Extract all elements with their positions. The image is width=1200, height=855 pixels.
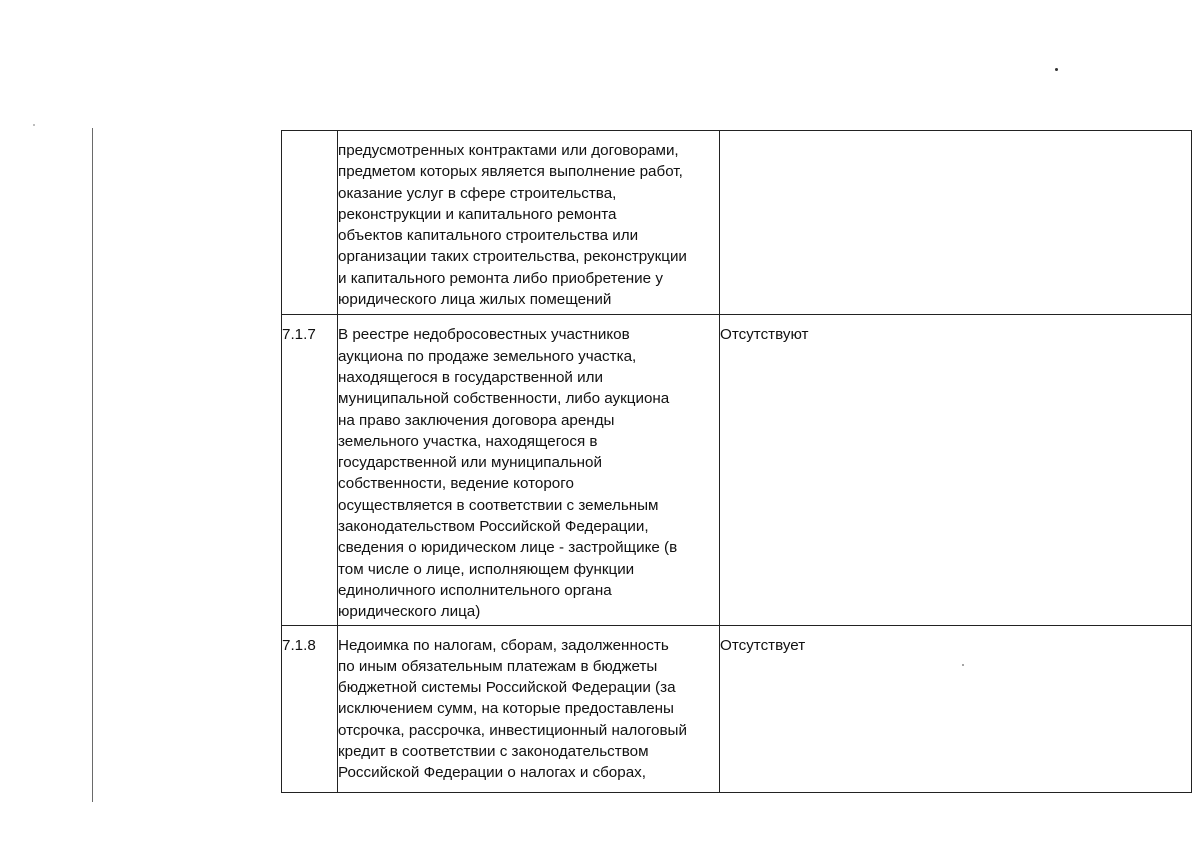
description-line: юридического лица жилых помещений [338, 291, 612, 309]
description-line: Российской Федерации о налогах и сборах, [338, 764, 646, 782]
binding-margin-line [92, 128, 93, 802]
item-description-cell [338, 131, 720, 315]
description-line: находящегося в государственной или [338, 368, 603, 386]
item-number-cell [282, 315, 338, 625]
description-line: единоличного исполнительного органа [338, 581, 612, 599]
item-value-cell [720, 625, 1192, 792]
item-description [338, 140, 719, 310]
table-row [282, 131, 1192, 315]
description-line: государственной или муниципальной [338, 454, 602, 472]
description-line: на право заключения договора аренды [338, 411, 615, 429]
description-line: земельного участка, находящегося в [338, 432, 598, 450]
description-line: предметом которых является выполнение работ, [338, 163, 683, 181]
description-line: собственности, ведение которого [338, 475, 574, 493]
item-description-cell [338, 315, 720, 625]
description-line: юридического лица) [338, 603, 481, 621]
description-line: оказание услуг в сфере строительства, [338, 184, 617, 202]
description-line: реконструкции и капитального ремонта [338, 205, 617, 223]
scan-speck [33, 124, 35, 126]
item-description [338, 626, 719, 792]
description-line: Недоимка по налогам, сборам, задолженность [338, 636, 669, 654]
item-value-cell [720, 131, 1192, 315]
description-line: исключением сумм, на которые предоставлены [338, 700, 674, 718]
table-row [282, 315, 1192, 625]
scan-speck [1055, 68, 1058, 71]
description-line: законодательством Российской Федерации, [338, 518, 649, 536]
description-line: В реестре недобросовестных участников [338, 326, 630, 344]
description-line: отсрочка, рассрочка, инвестиционный налоговый [338, 721, 687, 739]
item-number-cell [282, 625, 338, 792]
item-description-cell [338, 625, 720, 792]
item-value: Отсутствует [720, 636, 806, 654]
item-number: 7.1.8 [282, 636, 316, 654]
item-number: 7.1.7 [282, 326, 316, 344]
description-line: бюджетной системы Российской Федерации (за [338, 679, 676, 697]
description-line: и капитального ремонта либо приобретение у [338, 269, 663, 287]
description-line: предусмотренных контрактами или договорами, [338, 142, 679, 159]
description-line: аукциона по продаже земельного участка, [338, 347, 637, 365]
description-line: том числе о лице, исполняющем функции [338, 560, 635, 578]
description-line: муниципальной собственности, либо аукциона [338, 390, 670, 408]
document-table [281, 130, 1192, 793]
description-line: сведения о юридическом лице - застройщике (в [338, 539, 678, 557]
description-line: по иным обязательным платежам в бюджеты [338, 657, 658, 675]
description-line: кредит в соответствии с законодательством [338, 743, 649, 761]
item-value: Отсутствуют [720, 326, 809, 344]
item-value-cell [720, 315, 1192, 625]
item-description [338, 315, 719, 622]
description-line: объектов капитального строительства или [338, 227, 639, 245]
description-line: организации таких строительства, реконструкции [338, 248, 687, 266]
description-line: осуществляется в соответствии с земельным [338, 496, 659, 514]
item-number-cell [282, 131, 338, 315]
table-row [282, 625, 1192, 792]
